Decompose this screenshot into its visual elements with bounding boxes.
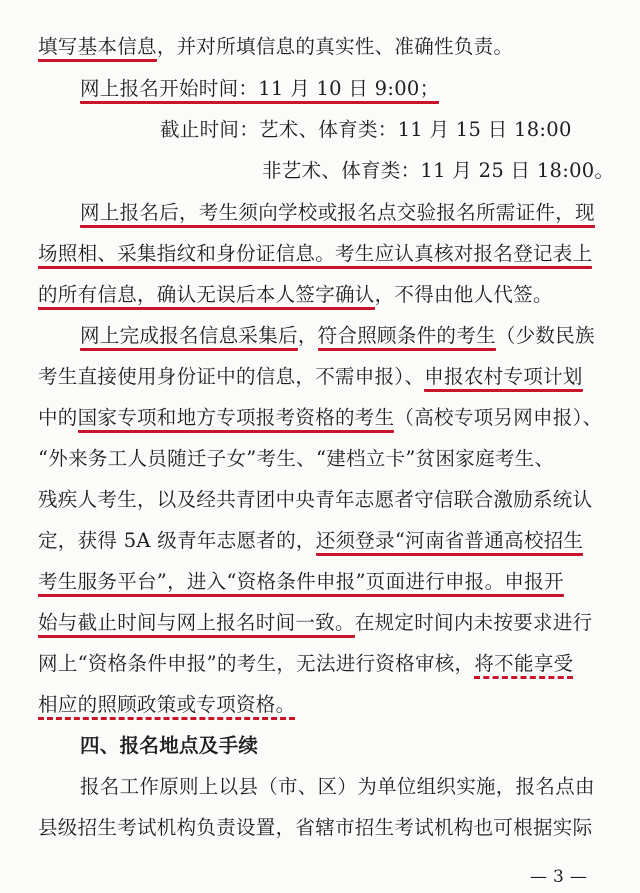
line-6	[38, 241, 592, 267]
line-7	[38, 282, 553, 308]
text-segment: 在规定时间内未按要求进行	[354, 611, 593, 634]
dashed-underlined-phrase: 相应的照顾政策或专项资格。	[38, 693, 295, 720]
text-segment: 定，获得 5A 级青年志愿者的，	[38, 529, 316, 552]
underlined-phrase: 符合照顾条件的考生	[318, 324, 496, 351]
text-segment: ，不得由他人代签。	[374, 283, 553, 306]
line-19	[38, 815, 592, 841]
underlined-phrase: 始与截止时间与网上报名时间一致。	[38, 611, 355, 638]
dashed-underlined-phrase: 将不能享受	[474, 652, 573, 679]
text-segment: ，	[297, 324, 318, 347]
line-16	[38, 651, 573, 677]
section-heading	[80, 733, 258, 759]
underlined-phrase: 的所有信息，确认无误后本人签字确认	[38, 283, 375, 310]
text-segment: 报名工作原则上以县（市、区）为单位组织实施，报名点由	[80, 775, 595, 798]
underlined-phrase: 国家专项和地方专项报考资格的考生	[78, 406, 395, 433]
line-12	[38, 487, 592, 513]
underlined-phrase: 网上报名后，考生须向学校或报名点交验报名所需证件，现	[80, 201, 595, 228]
text-segment: （高校专项另网申报）、	[394, 406, 603, 429]
line-17	[38, 692, 295, 718]
underlined-phrase: 网上完成报名信息采集后	[80, 324, 298, 351]
line-13	[38, 528, 583, 554]
text-segment: 残疾人考生，以及经共青团中央青年志愿者守信联合激励系统认	[38, 488, 593, 511]
line-8	[80, 323, 595, 349]
underlined-phrase: 场照相、采集指纹和身份证信息。考生应认真核对报名登记表上	[38, 242, 592, 269]
deadline-non-art: 非艺术、体育类：11 月 25 日 18:00。	[262, 159, 615, 182]
page-number	[530, 864, 587, 890]
text-segment: 中的	[38, 406, 78, 429]
text-segment: “外来务工人员随迁子女”考生、“建档立卡”贫困家庭考生、	[38, 447, 555, 470]
text-segment: ，并对所填信息的真实性、准确性负责。	[156, 35, 514, 58]
page-number-text: — 3 —	[530, 867, 588, 887]
line-4	[262, 158, 614, 184]
line-18	[80, 774, 595, 800]
section-heading-text: 四、报名地点及手续	[80, 734, 259, 757]
underlined-phrase: 填写基本信息	[38, 35, 157, 62]
line-1	[38, 34, 513, 60]
text-segment: 网上“资格条件申报”的考生，无法进行资格审核，	[38, 652, 475, 675]
line-9	[38, 364, 583, 390]
text-segment: 县级招生考试机构负责设置，省辖市招生考试机构也可根据实际	[38, 816, 593, 839]
line-5	[80, 200, 595, 226]
line-10	[38, 405, 602, 431]
underlined-phrase: 申报农村专项计划	[424, 365, 582, 392]
underlined-phrase: 考生服务平台”，进入“资格条件申报”页面进行申报。申报开	[38, 570, 564, 597]
text-segment: （少数民族	[495, 324, 595, 347]
text-segment: 考生直接使用身份证中的信息，不需申报）、	[38, 365, 425, 388]
line-3	[160, 117, 572, 143]
line-14	[38, 569, 564, 595]
deadline-art-sports: 截止时间：艺术、体育类：11 月 15 日 18:00	[160, 118, 572, 141]
line-2	[80, 76, 439, 102]
registration-start-time: 网上报名开始时间：11 月 10 日 9:00；	[80, 77, 439, 104]
line-15	[38, 610, 592, 636]
line-11	[38, 446, 554, 472]
underlined-phrase: 还须登录“河南省普通高校招生	[316, 529, 584, 556]
